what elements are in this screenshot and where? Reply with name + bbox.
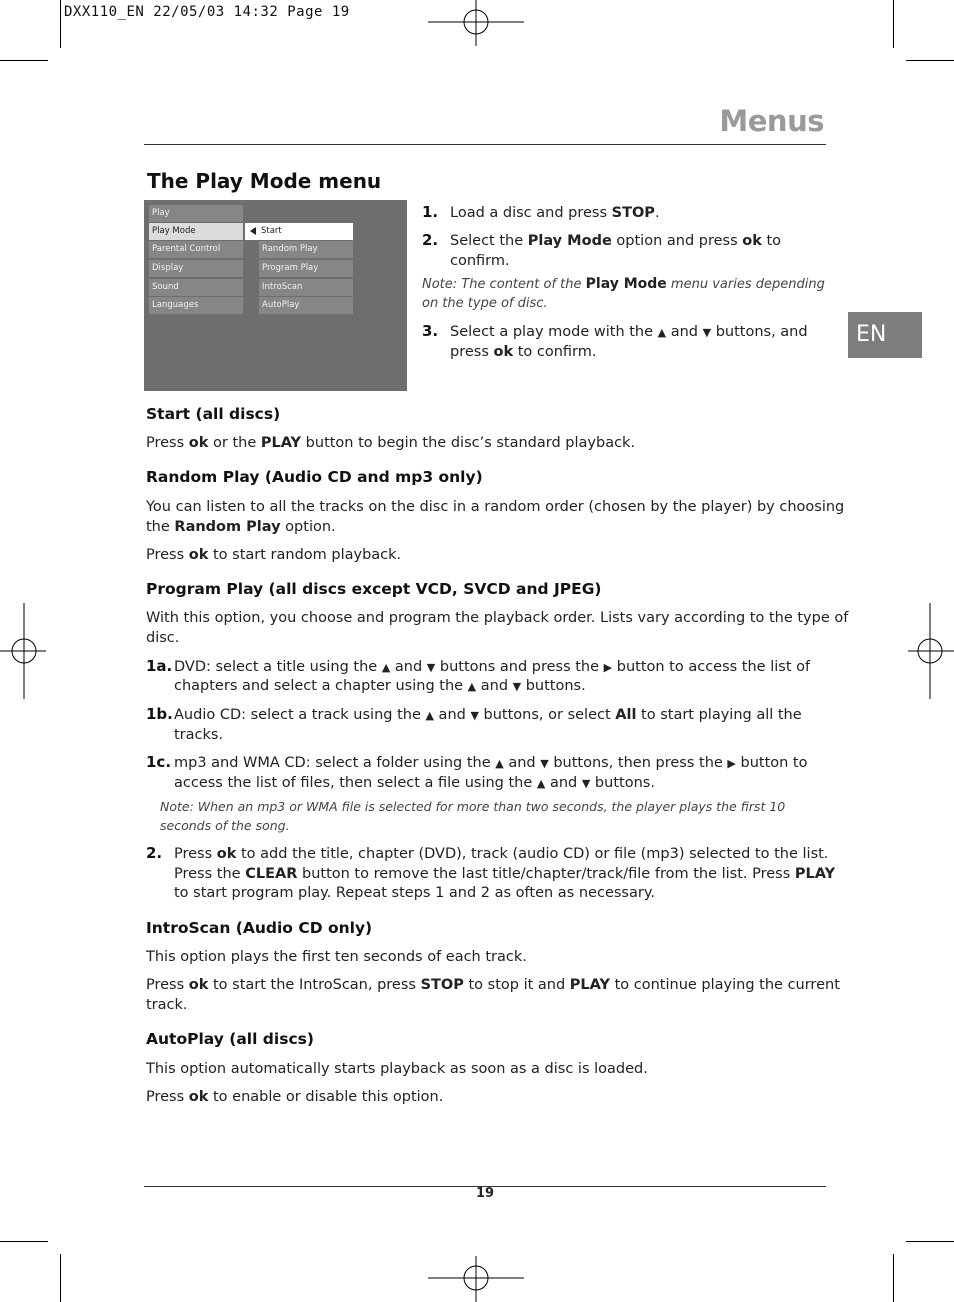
- down-arrow-icon: ▼: [702, 326, 712, 339]
- step-2-program-text-cont2: to start program play. Repeat steps 1 and 2 as often as necessary.: [174, 885, 655, 901]
- up-arrow-icon: ▲: [657, 326, 667, 339]
- program-note-cont: seconds of the song.: [160, 818, 290, 833]
- down-arrow-icon: ▼: [512, 680, 522, 693]
- introscan-heading: IntroScan (Audio CD only): [146, 919, 373, 937]
- random-play-press: Press ok to start random playback.: [146, 547, 402, 563]
- program-note: Note: When an mp3 or WMA file is selected for more than two seconds, the player plays the first 10: [160, 799, 786, 814]
- step-1-text: Load a disc and press STOP.: [450, 205, 660, 221]
- submenu-item-random-play: Random Play: [259, 241, 353, 258]
- step-1c-text: mp3 and WMA CD: select a folder using the ▲ and ▼ buttons, then press the ▶ button to: [174, 755, 808, 771]
- program-play-intro: With this option, you choose and program the playback order. Lists vary according to the type of: [146, 610, 849, 626]
- step-2-text: Select the Play Mode option and press ok to: [450, 233, 782, 249]
- autoplay-paragraph: This option automatically starts playback as soon as a disc is loaded.: [146, 1061, 648, 1077]
- registration-mark-bottom: [428, 1254, 524, 1302]
- random-play-paragraph-cont: the Random Play option.: [146, 519, 336, 535]
- registration-mark-top: [428, 0, 524, 48]
- print-slug: DXX110_EN 22/05/03 14:32 Page 19: [64, 4, 350, 20]
- crop-mark: [893, 1254, 894, 1302]
- crop-mark: [60, 0, 61, 48]
- step-1b-text-cont: tracks.: [174, 727, 224, 743]
- up-arrow-icon: ▲: [536, 777, 546, 790]
- step-number: 2.: [422, 231, 439, 249]
- autoplay-press: Press ok to enable or disable this option.: [146, 1089, 444, 1105]
- right-arrow-icon: ▶: [727, 757, 736, 770]
- start-heading: Start (all discs): [146, 405, 281, 423]
- step-number: 1.: [422, 203, 439, 221]
- menu-item-sound: Sound: [149, 279, 243, 296]
- registration-mark-left: [0, 603, 48, 699]
- step-1c-text-cont: access the list of files, then select a file using the ▲ and ▼ buttons.: [174, 775, 655, 791]
- down-arrow-icon: ▼: [540, 757, 549, 770]
- page-header-title: Menus: [719, 104, 824, 138]
- step-2-program-text: Press ok to add the title, chapter (DVD), track (audio CD) or file (mp3) selected to the list.: [174, 846, 829, 862]
- step-number: 1c.: [146, 753, 172, 771]
- left-arrow-icon: [250, 227, 256, 235]
- page-number: 19: [476, 1186, 495, 1201]
- crop-mark: [0, 1241, 48, 1242]
- step-number: 2.: [146, 844, 163, 862]
- program-play-intro-cont: disc.: [146, 630, 180, 646]
- registration-mark-right: [906, 603, 954, 699]
- up-arrow-icon: ▲: [425, 709, 434, 722]
- submenu-item-autoplay: AutoPlay: [259, 297, 353, 314]
- step-1a-text-cont: chapters and select a chapter using the ▲ and ▼ buttons.: [174, 678, 586, 694]
- submenu-item-introscan: IntroScan: [259, 279, 353, 296]
- step-1b-text: Audio CD: select a track using the ▲ and ▼ buttons, or select All to start playing all the: [174, 707, 802, 723]
- introscan-press: Press ok to start the IntroScan, press STOP to stop it and PLAY to continue playing the current: [146, 977, 840, 993]
- crop-mark: [0, 60, 48, 61]
- random-play-paragraph: You can listen to all the tracks on the disc in a random order (chosen by the player) by choosing: [146, 499, 845, 515]
- menu-item-display: Display: [149, 260, 243, 277]
- step-3-text: Select a play mode with the ▲ and ▼ buttons, and: [450, 324, 808, 340]
- right-arrow-icon: ▶: [603, 661, 613, 674]
- crop-mark: [60, 1254, 61, 1302]
- crop-mark: [893, 0, 894, 48]
- step-number: 3.: [422, 322, 439, 340]
- up-arrow-icon: ▲: [381, 661, 391, 674]
- step-2-program-text-cont: Press the CLEAR button to remove the last title/chapter/track/file from the list. Press PLAY: [174, 866, 836, 882]
- menu-item-languages: Languages: [149, 297, 243, 314]
- play-mode-menu-screenshot: [144, 200, 407, 391]
- step-note: Note: The content of the Play Mode menu varies depending: [422, 276, 825, 292]
- down-arrow-icon: ▼: [581, 777, 591, 790]
- section-title: The Play Mode menu: [147, 169, 382, 193]
- autoplay-heading: AutoPlay (all discs): [146, 1030, 314, 1048]
- step-3-text-cont: press ok to confirm.: [450, 344, 597, 360]
- step-note-cont: on the type of disc.: [422, 296, 548, 311]
- up-arrow-icon: ▲: [467, 680, 477, 693]
- program-play-heading: Program Play (all discs except VCD, SVCD and JPEG): [146, 580, 602, 598]
- introscan-paragraph: This option plays the first ten seconds of each track.: [146, 949, 527, 965]
- submenu-item-start-label: Start: [261, 226, 282, 236]
- step-number: 1b.: [146, 705, 173, 723]
- introscan-press-cont: track.: [146, 997, 188, 1013]
- menu-item-play: Play: [149, 205, 243, 222]
- crop-mark: [906, 1241, 954, 1242]
- crop-mark: [906, 60, 954, 61]
- step-2-text-cont: confirm.: [450, 253, 510, 269]
- language-tab: EN: [848, 312, 922, 358]
- step-number: 1a.: [146, 657, 173, 675]
- menu-item-play-mode: Play Mode: [149, 223, 243, 240]
- step-1a-text: DVD: select a title using the ▲ and ▼ buttons and press the ▶ button to access the list of: [174, 659, 811, 675]
- menu-item-parental-control: Parental Control: [149, 241, 243, 258]
- down-arrow-icon: ▼: [470, 709, 479, 722]
- random-play-heading: Random Play (Audio CD and mp3 only): [146, 468, 483, 486]
- up-arrow-icon: ▲: [495, 757, 504, 770]
- start-paragraph: Press ok or the PLAY button to begin the disc’s standard playback.: [146, 435, 636, 451]
- down-arrow-icon: ▼: [426, 661, 436, 674]
- submenu-item-start: [245, 223, 353, 240]
- submenu-item-program-play: Program Play: [259, 260, 353, 277]
- header-rule: [144, 144, 826, 145]
